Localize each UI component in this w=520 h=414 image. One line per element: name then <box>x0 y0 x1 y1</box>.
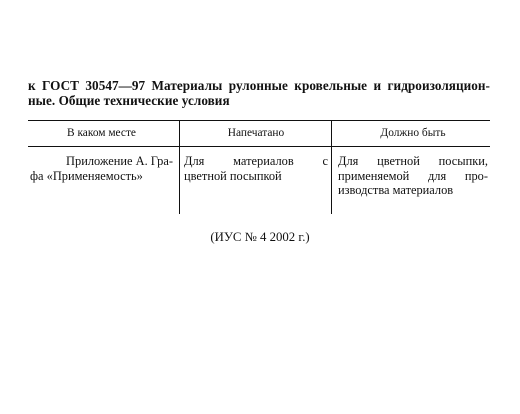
table-column-divider-2 <box>331 120 332 214</box>
printed-line-1: Для материалов с <box>184 154 328 168</box>
table-cell-where <box>30 154 173 183</box>
table-column-divider-1 <box>179 120 180 214</box>
title-line-1: к ГОСТ 30547—97 Материалы рулонные кровельные и гидроизоляцион- <box>28 78 490 93</box>
column-header-printed: Напечатано <box>227 127 285 139</box>
amendment-title <box>28 78 490 108</box>
table-top-rule <box>28 120 490 121</box>
table-cell-should-be <box>338 154 488 198</box>
where-line-1: Приложение А. Гра- <box>66 154 173 168</box>
should-be-line-1: Для цветной посыпки, <box>338 154 488 168</box>
column-header-where: В каком месте <box>67 127 136 139</box>
should-be-line-3: изводства материалов <box>338 183 454 197</box>
source-note: (ИУС № 4 2002 г.) <box>210 230 310 244</box>
printed-line-2: цветной посыпкой <box>184 168 282 183</box>
table-header-rule <box>28 146 490 147</box>
should-be-line-2: применяемой для про- <box>338 168 488 183</box>
where-line-2: фа «Применяемость» <box>30 168 143 183</box>
title-line-2: ные. Общие технические условия <box>28 93 230 108</box>
table-cell-printed <box>184 154 328 183</box>
column-header-should-be: Должно быть <box>380 127 446 139</box>
